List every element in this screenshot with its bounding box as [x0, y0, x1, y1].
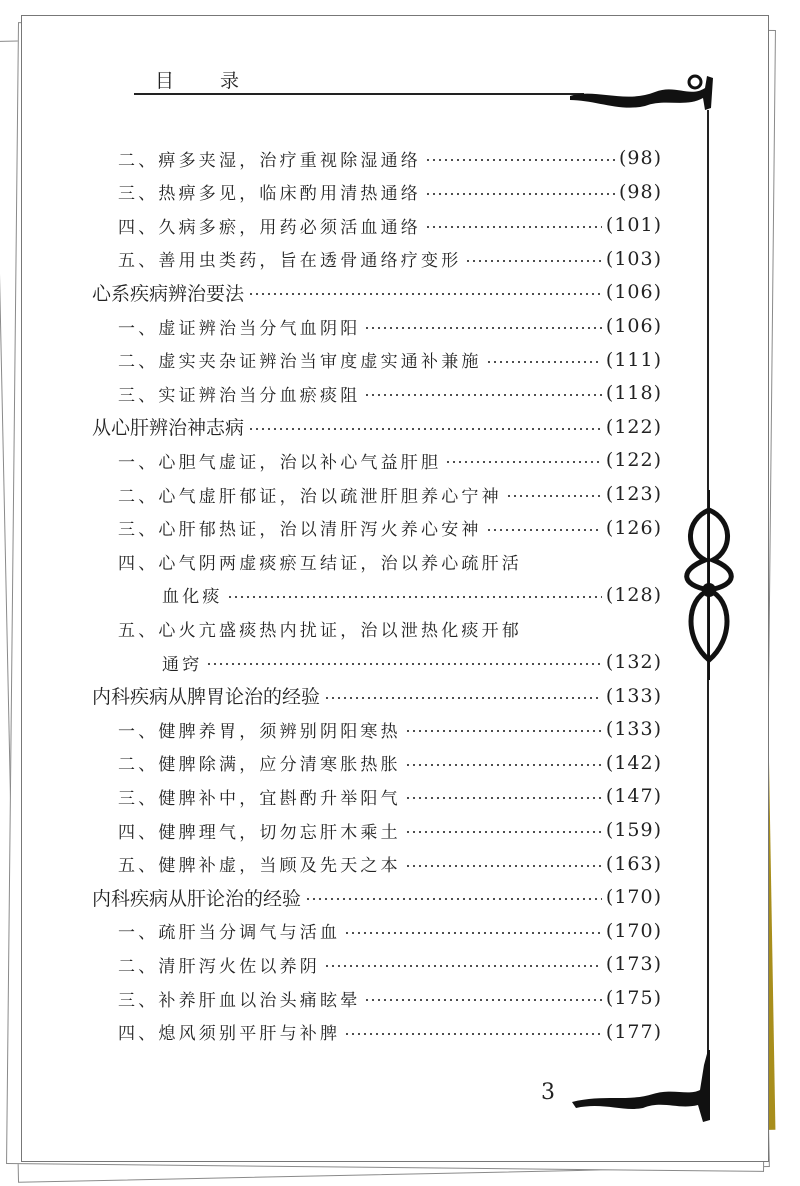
dot-leader — [425, 141, 615, 175]
entry-page: (170) — [605, 886, 662, 909]
dot-leader — [465, 242, 601, 276]
entry-title: 三、补养肝血以治头痛眩晕 — [118, 990, 361, 1011]
dot-leader — [305, 880, 602, 914]
entry-title: 一、疏肝当分调气与活血 — [118, 923, 341, 944]
toc-entry[interactable] — [118, 914, 662, 948]
entry-page: (126) — [605, 516, 662, 539]
dot-leader — [364, 981, 601, 1015]
dot-leader — [405, 779, 602, 813]
entry-page: (106) — [605, 281, 662, 304]
corner-ornament-top — [565, 68, 715, 118]
entry-title: 一、心胆气虚证，治以补心气益肝胆 — [118, 452, 442, 473]
entry-title: 五、心火亢盛痰热内扰证，治以泄热化痰开郁 — [118, 620, 522, 641]
entry-title: 三、热痹多见，临床酌用清热通络 — [118, 184, 421, 205]
toc-entry[interactable] — [118, 443, 662, 477]
toc-entry[interactable] — [118, 1015, 662, 1049]
toc-section[interactable] — [92, 275, 662, 309]
toc-entry-continued[interactable] — [162, 645, 662, 679]
side-ornament — [675, 490, 745, 680]
entry-page: (173) — [605, 953, 662, 976]
toc-entry[interactable] — [118, 813, 662, 847]
dot-leader — [364, 376, 601, 410]
entry-title: 五、善用虫类药，旨在透骨通络疗变形 — [118, 251, 462, 272]
entry-title: 四、心气阴两虚痰瘀互结证，治以养心疏肝活 — [118, 553, 522, 574]
dot-leader — [344, 914, 602, 948]
entry-title: 内科疾病从脾胃论治的经验 — [92, 686, 321, 709]
corner-ornament-bottom — [568, 1050, 718, 1125]
entry-page: (147) — [605, 785, 662, 808]
entry-page: (122) — [605, 449, 662, 472]
entry-title: 三、健脾补中，宜斟酌升举阳气 — [118, 788, 401, 809]
entry-page: (98) — [618, 147, 662, 169]
toc-entry[interactable] — [118, 947, 662, 981]
entry-title: 二、健脾除满，应分清寒胀热胀 — [118, 755, 401, 776]
toc-entry-continued[interactable] — [162, 578, 662, 612]
entry-title: 心系疾病辨治要法 — [92, 282, 245, 305]
toc-entry[interactable] — [118, 376, 662, 410]
toc-entry[interactable] — [118, 242, 662, 276]
entry-title: 二、心气虚肝郁证，治以疏泄肝胆养心宁神 — [118, 486, 502, 507]
dot-leader — [324, 679, 602, 713]
entry-page: (132) — [605, 651, 662, 673]
entry-title: 从心肝辨治神志病 — [92, 417, 245, 440]
dot-leader — [324, 947, 602, 981]
dot-leader — [405, 746, 602, 780]
entry-page: (111) — [605, 348, 662, 371]
entry-title: 四、久病多瘀，用药必须活血通络 — [118, 217, 421, 238]
dot-leader — [405, 712, 602, 746]
toc-section[interactable] — [92, 880, 662, 914]
dot-leader — [206, 645, 601, 679]
entry-page: (170) — [605, 919, 662, 942]
dot-leader — [364, 309, 601, 343]
entry-page: (128) — [605, 583, 662, 606]
entry-page: (98) — [618, 180, 662, 203]
entry-page: (175) — [605, 987, 662, 1009]
toc-entry[interactable] — [118, 309, 662, 343]
entry-page: (163) — [605, 852, 662, 875]
toc-entry[interactable] — [118, 847, 662, 881]
toc-entry[interactable] — [118, 779, 662, 813]
entry-title: 内科疾病从肝论治的经验 — [92, 887, 302, 910]
toc-section[interactable] — [92, 679, 662, 713]
entry-title: 二、虚实夹杂证辨治当审度虚实通补兼施 — [118, 352, 482, 373]
entry-page: (133) — [605, 718, 662, 741]
dot-leader — [344, 1015, 602, 1049]
entry-page: (103) — [605, 247, 662, 270]
dot-leader — [506, 477, 602, 511]
entry-page: (122) — [605, 415, 662, 438]
entry-title: 血化痰 — [162, 587, 223, 608]
dot-leader — [486, 343, 602, 377]
entry-title: 二、清肝泻火佐以养阴 — [118, 956, 320, 977]
entry-title: 三、实证辨治当分血瘀痰阻 — [118, 385, 361, 406]
dot-leader — [425, 208, 602, 242]
toc-entry[interactable] — [118, 208, 662, 242]
entry-page: (133) — [605, 684, 662, 707]
entry-page: (101) — [605, 214, 662, 237]
entry-page: (106) — [605, 315, 662, 337]
entry-title: 一、虚证辨治当分气血阴阳 — [118, 318, 361, 339]
header-rule — [134, 93, 584, 95]
toc-entry[interactable] — [118, 141, 662, 175]
dot-leader — [405, 847, 602, 881]
toc-entry[interactable] — [118, 343, 662, 377]
toc-entry[interactable] — [118, 611, 662, 645]
dot-leader — [227, 578, 602, 612]
entry-page: (118) — [605, 382, 662, 405]
entry-title: 四、熄风须别平肝与补脾 — [118, 1024, 341, 1045]
entry-title: 二、痹多夹湿，治疗重视除湿通络 — [118, 150, 421, 171]
dot-leader — [445, 443, 602, 477]
entry-title: 一、健脾养胃，须辨别阴阳寒热 — [118, 721, 401, 742]
toc-entry[interactable] — [118, 712, 662, 746]
page-number: 3 — [541, 1080, 555, 1105]
toc-entry[interactable] — [118, 981, 662, 1015]
entry-title: 三、心肝郁热证，治以清肝泻火养心安神 — [118, 520, 482, 541]
entry-title: 四、健脾理气，切勿忘肝木乘土 — [118, 822, 401, 843]
dot-leader — [248, 275, 602, 309]
toc-entry[interactable] — [118, 511, 662, 545]
entry-page: (142) — [605, 751, 662, 774]
toc-entry[interactable] — [118, 477, 662, 511]
toc-entry[interactable] — [118, 544, 662, 578]
dot-leader — [486, 511, 602, 545]
toc-entry[interactable] — [118, 746, 662, 780]
toc-section[interactable] — [92, 410, 662, 444]
page-title: 目 录 — [155, 70, 260, 92]
dot-leader — [405, 813, 602, 847]
toc-entry[interactable] — [118, 175, 662, 209]
dot-leader — [248, 410, 602, 444]
entry-title: 五、健脾补虚，当顾及先天之本 — [118, 856, 401, 877]
dot-leader — [425, 175, 615, 209]
entry-page: (123) — [605, 483, 662, 505]
entry-page: (159) — [605, 819, 662, 841]
entry-page: (177) — [605, 1020, 662, 1043]
entry-title: 通窍 — [162, 654, 203, 675]
